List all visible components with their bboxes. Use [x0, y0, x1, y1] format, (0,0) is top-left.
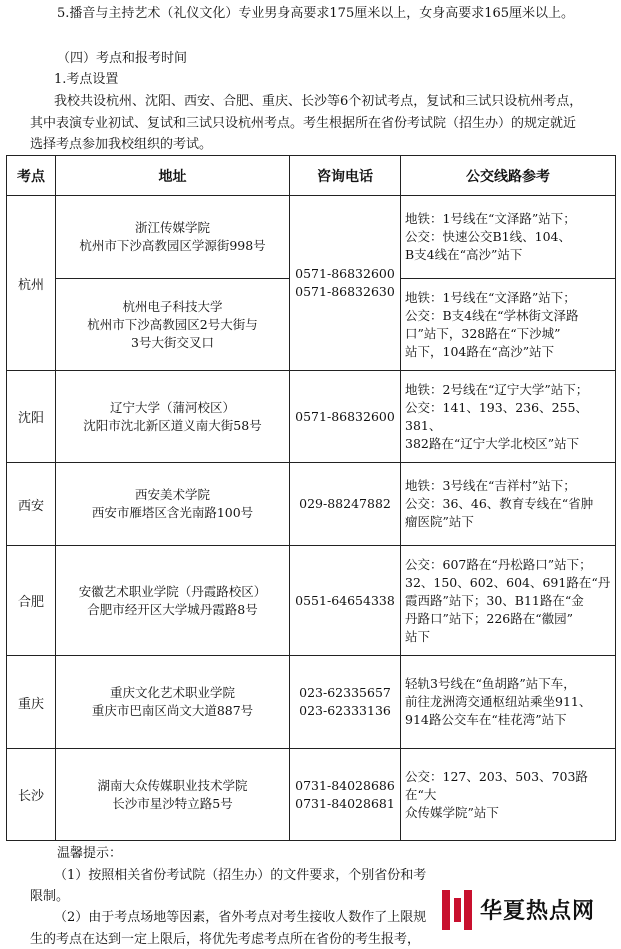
bus-line: 公交：127、203、503、703路在“大: [405, 768, 588, 802]
phone-number: 0551-64654338: [295, 592, 395, 608]
notes-line: 生的考点在达到一定上限后，将优先考虑考点所在省份的考生报考，: [30, 932, 421, 947]
section-title: （四）考点和报考时间: [57, 51, 188, 66]
table-header-row: [7, 156, 616, 196]
bus-line: 霞西路”站下；30、B11路在“金: [405, 592, 584, 608]
site-bus-route: [401, 463, 616, 546]
bus-line: 公交：快速公交B1线、104、: [405, 229, 571, 244]
header-site: 考点: [7, 156, 56, 196]
address-line: 3号大街交叉口: [131, 334, 214, 350]
site-address: [56, 463, 290, 546]
address-line: 重庆文化艺术职业学院: [109, 685, 235, 700]
address-line: 西安市雁塔区含光南路100号: [91, 505, 254, 520]
watermark-text: 华夏热点网: [480, 899, 596, 924]
notes-line: （2）由于考点场地等因素，省外考点对考生接收人数作了上限规: [54, 910, 427, 925]
site-phone: [290, 749, 401, 841]
bus-line: 前往龙洲湾交通枢纽站乘坐911、: [405, 694, 592, 709]
site-city: 重庆: [7, 656, 56, 749]
header-phone: 咨询电话: [290, 156, 401, 196]
site-phone: [290, 656, 401, 749]
address-line: 合肥市经开区大学城丹霞路8号: [87, 601, 258, 617]
phone-number: 023-62333136: [299, 703, 391, 718]
bus-line: 轻轨3号线在“鱼胡路”站下车，: [405, 676, 576, 691]
site-phone: [290, 196, 401, 371]
address-line: 辽宁大学（蒲河校区）: [109, 399, 235, 415]
intro-paragraph-line: 我校共设杭州、沈阳、西安、合肥、重庆、长沙等6个初试考点，复试和三试只设杭州考点，: [54, 94, 583, 109]
subsection-title: 1.考点设置: [54, 72, 119, 87]
site-phone: [290, 371, 401, 463]
site-city: 合肥: [7, 546, 56, 656]
phone-number: 029-88247882: [299, 496, 391, 511]
address-line: 湖南大众传媒职业技术学院: [97, 777, 248, 793]
site-bus-route: [401, 749, 616, 841]
bus-line: 站下: [405, 628, 431, 644]
intro-paragraph-line: 选择考点参加我校组织的考试。: [30, 137, 213, 152]
site-bus-route: [401, 371, 616, 463]
header-address: 地址: [56, 156, 290, 196]
notes-title: 温馨提示：: [57, 846, 123, 861]
phone-number: 0571-86832600: [295, 266, 395, 281]
site-address: [56, 279, 290, 371]
intro-item5: 5.播音与主持艺术（礼仪文化）专业男身高要求175厘米以上，女身高要求165厘米以上。: [57, 6, 575, 21]
site-address: [56, 371, 290, 463]
address-line: 杭州电子科技大学: [122, 298, 223, 314]
bus-line: 32、150、602、604、691路在“丹: [405, 574, 611, 590]
table-row: [7, 749, 616, 841]
phone-number: 0731-84028681: [295, 795, 395, 811]
phone-number: 0731-84028686: [295, 777, 395, 793]
intro-paragraph-line: 其中表演专业初试、复试和三试只设杭州考点。考生根据所在省份考试院（招生办）的规定就近: [30, 116, 577, 131]
table-row: [7, 546, 616, 656]
site-bus-route: [401, 656, 616, 749]
site-phone: [290, 463, 401, 546]
bus-line: 地铁：1号线在“文泽路”站下；: [405, 211, 576, 226]
bus-line: 口”站下，328路在“下沙城”: [405, 325, 561, 341]
site-bus-route: [401, 279, 616, 371]
phone-number: 0571-86832600: [295, 408, 395, 424]
bus-line: 站下，104路在“高沙”站下: [405, 343, 555, 359]
table-row: [7, 371, 616, 463]
watermark: [436, 880, 621, 940]
bus-line: 地铁：3号线在“吉祥村”站下；: [405, 478, 576, 493]
address-line: 沈阳市沈北新区道义南大街58号: [83, 417, 262, 433]
site-address: [56, 749, 290, 841]
address-line: 浙江传媒学院: [134, 220, 210, 235]
phone-number: 0571-86832630: [295, 284, 395, 299]
site-city: 沈阳: [7, 371, 56, 463]
site-city: 杭州: [7, 196, 56, 371]
bus-line: B支4线在“高沙”站下: [405, 247, 523, 262]
table-row: [7, 196, 616, 279]
address-line: 杭州市下沙高教园区学源街998号: [79, 238, 266, 253]
site-city: 长沙: [7, 749, 56, 841]
site-bus-route: [401, 196, 616, 279]
table-row: [7, 656, 616, 749]
site-address: [56, 656, 290, 749]
site-address: [56, 196, 290, 279]
site-bus-route: [401, 546, 616, 656]
bus-line: 众传媒学院”站下: [405, 804, 499, 820]
address-line: 西安美术学院: [134, 487, 210, 502]
bus-line: 公交：607路在“丹松路口”站下；: [405, 556, 592, 572]
bus-line: 瘤医院”站下: [405, 514, 474, 529]
bus-line: 382路在“辽宁大学北校区”站下: [405, 435, 580, 451]
bus-line: 地铁：2号线在“辽宁大学”站下；: [405, 381, 589, 397]
site-city: 西安: [7, 463, 56, 546]
site-address: [56, 546, 290, 656]
bus-line: 地铁：1号线在“文泽路”站下；: [405, 289, 576, 305]
notes-line: （1）按照相关省份考试院（招生办）的文件要求，个别省份和考: [54, 868, 427, 883]
header-bus-route: 公交线路参考: [401, 156, 616, 196]
address-line: 杭州市下沙高教园区2号大街与: [87, 316, 258, 332]
bus-line: 公交：B支4线在“学林街文泽路: [405, 307, 579, 323]
bus-line: 公交：36、46、教育专线在“省肿: [405, 496, 594, 511]
address-line: 安徽艺术职业学院（丹霞路校区）: [78, 583, 267, 599]
exam-site-table: [6, 155, 616, 841]
site-phone: [290, 546, 401, 656]
bus-line: 公交：141、193、236、255、381、: [405, 399, 588, 433]
phone-number: 023-62335657: [299, 685, 391, 700]
bus-line: 914路公交车在“桂花湾”站下: [405, 712, 567, 727]
watermark-logo-icon: [440, 888, 474, 932]
notes-line: 限制。: [30, 889, 70, 904]
address-line: 重庆市巴南区尚文大道887号: [91, 703, 254, 718]
address-line: 长沙市星沙特立路5号: [112, 795, 233, 811]
table-row: [7, 463, 616, 546]
bus-line: 丹路口”站下；226路在“徽园”: [405, 610, 574, 626]
